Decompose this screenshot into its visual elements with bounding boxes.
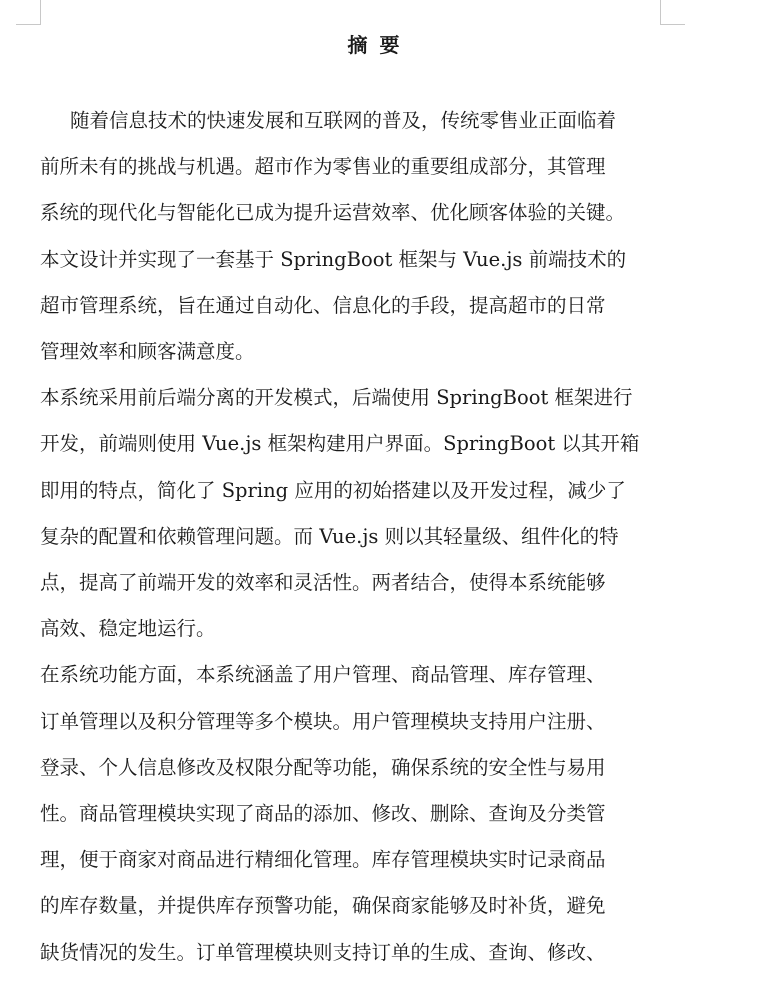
paragraph-line: 在系统功能方面，本系统涵盖了用户管理、商品管理、库存管理、 bbox=[40, 663, 606, 687]
page-corner-mark-left bbox=[16, 0, 41, 25]
paragraph-line: 复杂的配置和依赖管理问题。而 Vue.js 则以其轻量级、组件化的特 bbox=[40, 524, 619, 548]
paragraph-line: 本文设计并实现了一套基于 SpringBoot 框架与 Vue.js 前端技术的 bbox=[40, 247, 627, 271]
paragraph-line: 点，提高了前端开发的效率和灵活性。两者结合，使得本系统能够 bbox=[40, 571, 606, 595]
paragraph-line: 的库存数量，并提供库存预警功能，确保商家能够及时补货，避免 bbox=[40, 894, 606, 918]
paragraph-2 bbox=[40, 375, 680, 652]
page-corner-mark-right bbox=[660, 0, 685, 25]
abstract-title: 摘要 bbox=[347, 33, 412, 57]
paragraph-line: 缺货情况的发生。订单管理模块则支持订单的生成、查询、修改、 bbox=[40, 940, 606, 964]
paragraph-line: 开发，前端则使用 Vue.js 框架构建用户界面。SpringBoot 以其开箱 bbox=[40, 432, 640, 456]
paragraph-line: 前所未有的挑战与机遇。超市作为零售业的重要组成部分，其管理 bbox=[40, 155, 606, 179]
paragraph-line: 高效、稳定地运行。 bbox=[40, 617, 216, 641]
paragraph-line: 超市管理系统，旨在通过自动化、信息化的手段，提高超市的日常 bbox=[40, 293, 606, 317]
paragraph-1 bbox=[40, 98, 680, 375]
paragraph-line: 随着信息技术的快速发展和互联网的普及，传统零售业正面临着 bbox=[70, 109, 617, 132]
paragraph-line: 本系统采用前后端分离的开发模式，后端使用 SpringBoot 框架进行 bbox=[40, 386, 633, 410]
abstract-body bbox=[40, 98, 680, 976]
paragraph-line: 管理效率和顾客满意度。 bbox=[40, 340, 255, 364]
paragraph-line: 性。商品管理模块实现了商品的添加、修改、删除、查询及分类管 bbox=[40, 802, 606, 826]
paragraph-line: 理，便于商家对商品进行精细化管理。库存管理模块实时记录商品 bbox=[40, 848, 606, 872]
paragraph-line: 即用的特点，简化了 Spring 应用的初始搭建以及开发过程，减少了 bbox=[40, 478, 626, 502]
paragraph-3 bbox=[40, 652, 680, 975]
paragraph-line: 登录、个人信息修改及权限分配等功能，确保系统的安全性与易用 bbox=[40, 755, 606, 779]
paragraph-line: 订单管理以及积分管理等多个模块。用户管理模块支持用户注册、 bbox=[40, 709, 606, 733]
paragraph-line: 系统的现代化与智能化已成为提升运营效率、优化顾客体验的关键。 bbox=[40, 201, 626, 225]
